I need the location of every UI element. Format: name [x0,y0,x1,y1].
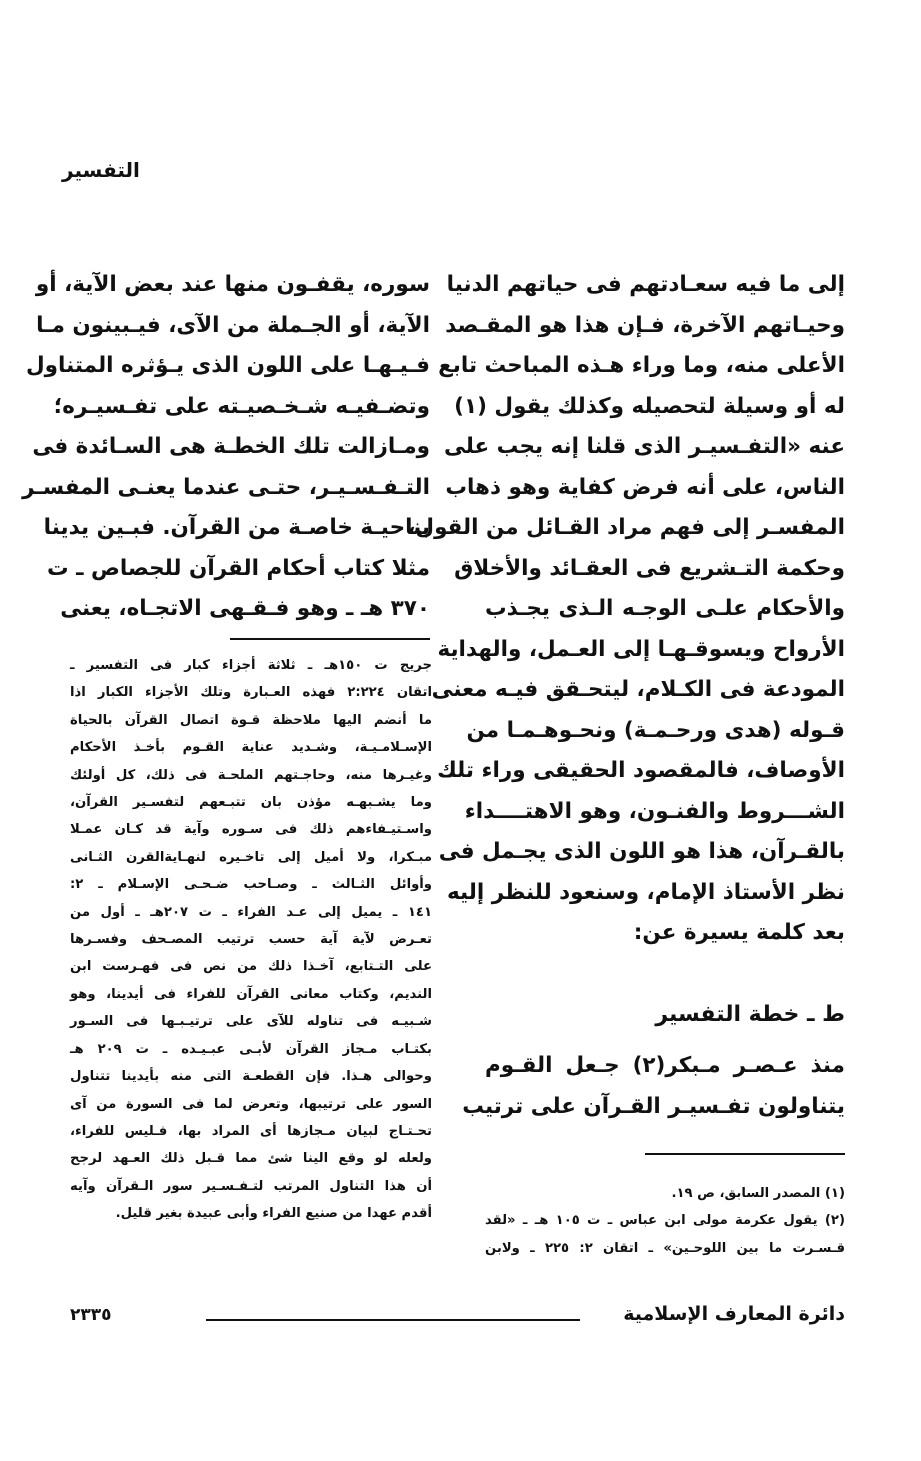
text-line: بالقـرآن، هذا هو اللون الذى يجـمل فى [438,839,845,864]
footnote-divider-right [645,1153,845,1155]
footnote-line: جريج ت ١٥٠هـ ـ ثلاثة أجزاء كبار فى التفسير ـ [70,658,432,673]
footnote-line: اتقان ٢:٢٢٤ فهذه العـبارة وتلك الأجزاء الكبار اذا [70,685,432,701]
text-line: وتضـفيـه شـخـصيـته على تفـسيـره؛ [53,393,430,419]
journal-title: دائرة المعارف الإسلامية [623,1303,845,1325]
text-line: الآية، أو الجـملة من الآى، فيـبينون مـا [36,312,430,338]
page-footer [70,1303,845,1333]
footer-rule [206,1319,580,1321]
text-line: عنه «التفـسيـر الذى قلنا إنه يجب على [443,434,845,459]
text-line: المفسـر إلى فهم مراد القـائل من القول، [407,515,845,540]
right-column [407,265,845,954]
text-line: ٣٧٠ هـ ـ وهو فـقـهى الاتجـاه، يعنى [60,596,430,621]
text-line: فـيـهـا على اللون الذى يـؤثره المتناول [26,353,430,378]
text-line: الأعلى منه، وما وراء هـذه المباحث تابع [438,353,845,378]
text-line: المودعة فى الكـلام، ليتحـقق فيـه معنى [431,677,845,702]
running-header: التفسير [62,158,140,182]
footnote-line: أن هذا التناول المرتب لتـفـسـير سور الـقرآن وآيه [70,1178,432,1194]
text-line: الأوصاف، فالمقصود الحقيقى وراء تلك [437,758,845,783]
footnote-line: واسـتيـفاءهم ذلك فى سـوره وآية قد كـان عمـلا [70,822,432,838]
footnote-line: أقدم عهدا من صنيع الفراء وأبى عبيدة بغير قليل. [115,1206,432,1222]
footnote-line: قـسـرت ما بين اللوحـين» ـ اتقان ٢: ٢٢٥ ـ ولابن [485,1240,845,1256]
footnote-line: على التـتابع، آخـذا ذلك من نص فى فهـرست ابن [70,959,432,975]
footnote-line: وغيـرها منه، وحاجـتهم الملحـة فى ذلك، كل أولئك [70,767,432,783]
footnote-line: وأوائل الثـالث ـ وصـاحب ضـحـى الإسـلام ـ ٢: [70,877,432,893]
footnote-line: شـبيـه فى تناوله للآى على ترتيـبـها فى السـور [70,1014,432,1030]
footnote-line: ١٤١ ـ يميل إلى عـد الفراء ـ ت ٢٠٧هـ ـ أول من [70,904,432,920]
text-line: قـوله (هدى ورحـمـة) ونحـوهـمـا من [466,717,845,743]
footnote-divider-left [230,638,430,640]
text-line: الأرواح ويسوقـهـا إلى العـمل، والهداية [437,636,845,662]
footnote-line: ولعله لو وقع الينا شئ مما قـبل ذلك العـهد لرجح [70,1151,432,1167]
footnotes-left [70,652,432,1228]
section-heading: ط ـ خطة التفسير [655,1002,845,1027]
footnote-line: (١) المصدر السابق، ص ١٩. [671,1186,845,1201]
text-line: بعد كلمة يسيرة عن: [633,920,845,945]
footnote-line: بكتـاب مـجاز القرآن لأبـى عبـيـده ـ ت ٢٠٩ هـ [70,1041,432,1057]
footnote-line: الإسـلامـيـة، وشـديد عناية القـوم بأخـذ الأحكام [70,740,432,756]
footnote-line: وما يشـبهـه مؤذن بان تتبـعهم لتفسـير القرآن، [70,795,432,811]
footnote-line: النديم، وكتاب معانى القرآن للفراء فى أيدينا، وهو [70,986,432,1002]
footnote-line: ما أنضم اليها ملاحظة قـوة اتصال القرآن بالحياة [70,712,432,728]
footnote-line: تعـرض لآية آية حسب ترتيب المصـحف وفسـرها [70,932,432,948]
footnote-line: السور على ترتيبها، وتعرض لما فى السورة من آى [70,1096,432,1112]
section-paragraph [462,1046,845,1127]
footnote-line: مبـكرا، ولا أميل إلى تاخـيره لنهـايةالقرن الثـانى [70,849,432,865]
text-line: يتناولون تفـسيـر القـرآن على ترتيب [462,1093,845,1119]
text-line: بناحيـة خاصـة من القرآن. فبـين يدينا [43,515,430,540]
text-line: وحكمة التـشريع فى العقـائد والأخلاق [454,555,845,581]
footnote-line: تحـتـاج لبيان مـجازها أى المراد بها، فـليس للفراء، [70,1123,432,1139]
footnote-line: (٢) يقول عكرمة مولى ابن عباس ـ ت ١٠٥ هـ ـ «لقد [485,1213,845,1229]
text-line: منذ عـصـر مـبكر(٢) جـعل القـوم [485,1053,845,1078]
text-line: مثلا كتاب أحكام القرآن للجصاص ـ ت [47,555,430,581]
text-line: له أو وسيلة لتحصيله وكذلك يقول (١) [454,393,845,419]
footnotes-right [485,1180,845,1262]
text-line: نظر الأستاذ الإمام، وسنعود للنظر إليه [446,879,845,905]
footnote-line: وحوالى هـذا. فإن القطعـة التى منه بأيدينا تتناول [70,1069,432,1085]
text-line: وحيـاتهم الآخرة، فـإن هذا هو المقـصد [445,312,845,338]
text-line: الشـــروط والفنـون، وهو الاهتــــداء [464,798,845,824]
text-line: إلى ما فيه سعـادتهم فى حياتهم الدنيا [446,272,845,297]
text-line: الناس، على أنه فرض كفاية وهو ذهاب [445,474,845,500]
page-number: ٢٣٣٥ [70,1305,112,1325]
left-column [22,265,430,630]
text-line: والأحكام علـى الوجـه الـذى يجـذب [485,596,845,621]
text-line: سوره، يقفـون منها عند بعض الآية، أو [35,272,430,297]
text-line: التـفـسـيـر، حتـى عندما يعنـى المفسـر [22,474,430,500]
text-line: ومـازالت تلك الخطـة هى السـائدة فى [32,434,430,459]
